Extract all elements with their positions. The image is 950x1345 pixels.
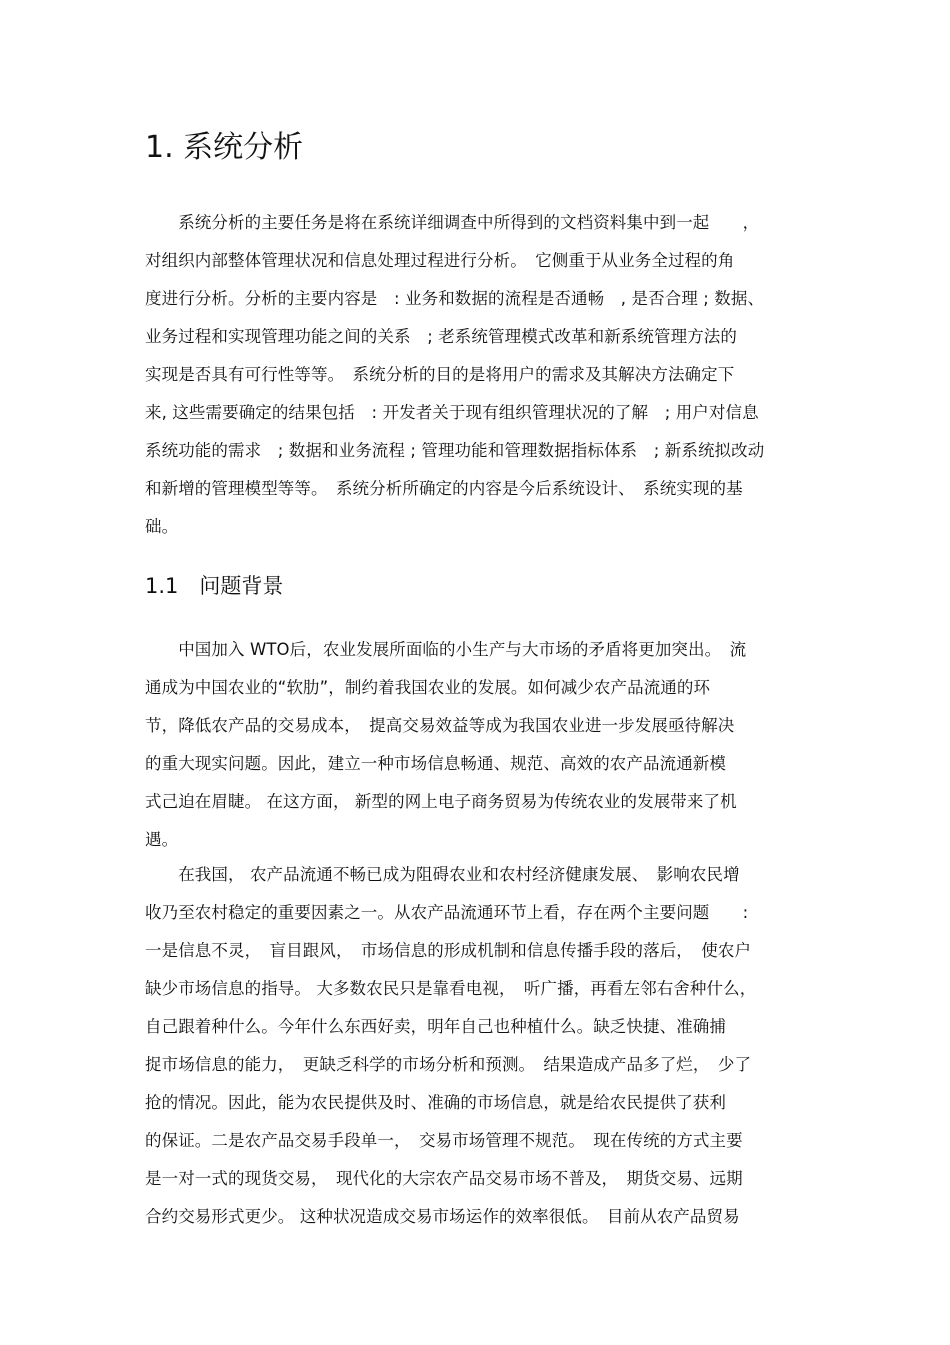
text-line: 来, 这些需要确定的结果包括 : 开发者关于现有组织管理状况的了解 ; 用户对信息: [145, 403, 759, 422]
text-line: 系统功能的需求 ; 数据和业务流程 ; 管理功能和管理数据指标体系 ; 新系统拟改动: [145, 441, 765, 460]
text-line: 的保证。二是农产品交易手段单一， 交易市场管理不规范。 现在传统的方式主要: [145, 1131, 743, 1150]
subsection-heading-problem-background: 1.1 问题背景: [145, 574, 284, 598]
text-line: 实现是否具有可行性等等。 系统分析的目的是将用户的需求及其解决方法确定下: [145, 365, 735, 384]
paragraph-system-analysis-intro: [145, 204, 810, 546]
text-line: 自己跟着种什么。今年什么东西好卖，明年自己也种植什么。缺乏快捷、准确捕: [145, 1017, 726, 1036]
text-line: 础。: [145, 517, 179, 536]
text-line: 是一对一式的现货交易， 现代化的大宗农产品交易市场不普及， 期货交易、远期: [145, 1169, 743, 1188]
text-line: 度进行分析。分析的主要内容是 : 业务和数据的流程是否通畅 , 是否合理 ; 数据、: [145, 289, 765, 308]
text-line: 式己迫在眉睫。 在这方面， 新型的网上电子商务贸易为传统农业的发展带来了机: [145, 792, 737, 811]
text-line: 业务过程和实现管理功能之间的关系 ; 老系统管理模式改革和新系统管理方法的: [145, 327, 738, 346]
text-line: 抢的情况。因此，能为农民提供及时、准确的市场信息，就是给农民提供了获利: [145, 1093, 726, 1112]
text-line: 的重大现实问题。因此，建立一种市场信息畅通、规范、高效的农产品流通新模: [145, 754, 726, 773]
text-line: 合约交易形式更少。 这种状况造成交易市场运作的效率很低。 目前从农产品贸易: [145, 1207, 740, 1226]
text-line: 和新增的管理模型等等。 系统分析所确定的内容是今后系统设计、 系统实现的基: [145, 479, 743, 498]
text-line: 对组织内部整体管理状况和信息处理过程进行分析。 它侧重于从业务全过程的角: [145, 251, 735, 270]
paragraph-wto-background: [145, 631, 810, 859]
text-line: 节，降低农产品的交易成本， 提高交易效益等成为我国农业进一步发展亟待解决: [145, 716, 735, 735]
text-line: 收乃至农村稳定的重要因素之一。从农产品流通环节上看，存在两个主要问题 :: [145, 903, 749, 922]
text-line: 中国加入 WTO后，农业发展所面临的小生产与大市场的矛盾将更加突出。 流: [145, 640, 747, 659]
text-line: 在我国， 农产品流通不畅已成为阻碍农业和农村经济健康发展、 影响农民增: [145, 865, 740, 884]
text-line: 遇。: [145, 830, 179, 849]
paragraph-circulation-problems: [145, 856, 810, 1236]
text-line: 捉市场信息的能力， 更缺乏科学的市场分析和预测。 结果造成产品多了烂， 少了: [145, 1055, 752, 1074]
text-line: 缺少市场信息的指导。 大多数农民只是靠看电视， 听广播，再看左邻右舍种什么，: [145, 979, 757, 998]
text-line: 一是信息不灵， 盲目跟风， 市场信息的形成机制和信息传播手段的落后， 使农户: [145, 941, 752, 960]
section-heading-system-analysis: 1. 系统分析: [145, 130, 304, 165]
text-line: 系统分析的主要任务是将在系统详细调查中所得到的文档资料集中到一起 ，: [145, 213, 760, 232]
text-line: 通成为中国农业的“软肋”，制约着我国农业的发展。如何减少农产品流通的环: [145, 678, 711, 697]
